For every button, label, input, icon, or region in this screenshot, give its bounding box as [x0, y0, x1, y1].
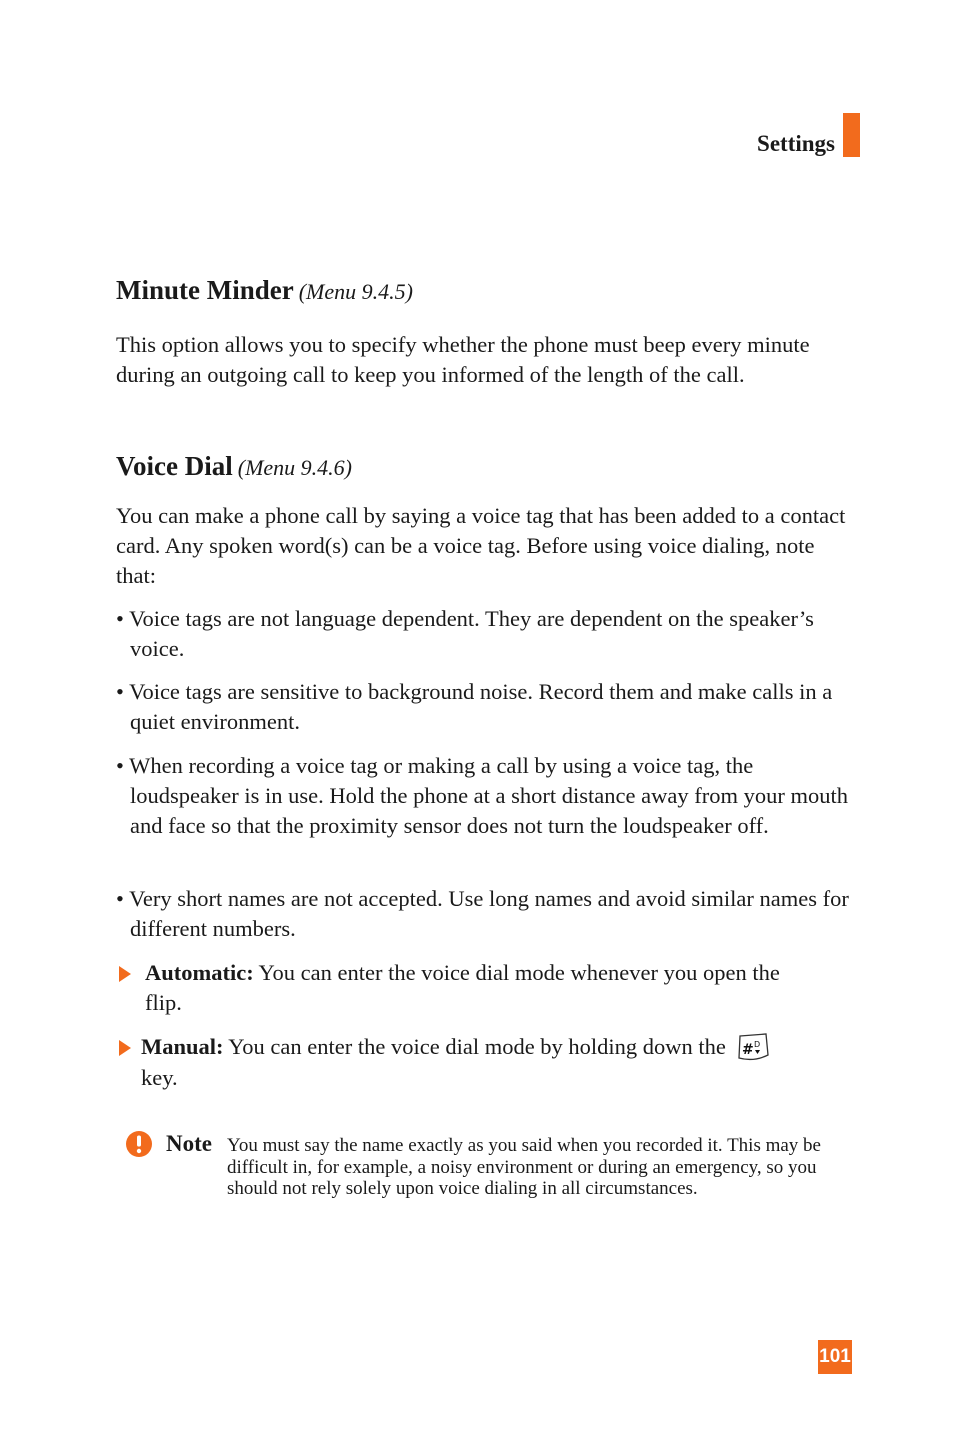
header-tab-marker	[843, 113, 860, 157]
warning-icon	[125, 1130, 153, 1158]
automatic-text-cont: flip.	[145, 990, 182, 1015]
arrow-right-icon	[118, 1039, 132, 1057]
voice-dial-bullet: • Very short names are not accepted. Use long names and avoid similar names for different numbers.	[116, 886, 849, 941]
voice-dial-bullet: • Voice tags are sensitive to background noise. Record them and make calls in a quiet environment.	[116, 679, 833, 734]
manual-text-cont: key.	[141, 1064, 178, 1090]
voice-dial-heading	[116, 451, 352, 482]
note-text: You must say the name exactly as you said when you recorded it. This may be difficult in, for example, a noisy environment or during an emergency, so you should not rely solely upon voice dialing in all circumstances.	[227, 1135, 821, 1199]
voice-dial-bullet: • When recording a voice tag or making a call by using a voice tag, the loudspeaker is in use. Hold the phone at a short distance away from your mouth and face so that the proximity sensor does not turn the loudspeaker off.	[116, 753, 848, 838]
automatic-item	[118, 958, 858, 1018]
minute-minder-body: This option allows you to specify whether the phone must beep every minute during an outgoing call to keep you informed of the length of the call.	[116, 332, 810, 387]
minute-minder-menu-ref: (Menu 9.4.5)	[298, 279, 413, 304]
voice-dial-bullet: • Voice tags are not language dependent. They are dependent on the speaker’s voice.	[116, 606, 814, 661]
svg-text:D: D	[753, 1039, 761, 1049]
manual-label: Manual:	[141, 1034, 224, 1059]
manual-text: You can enter the voice dial mode by holding down the	[223, 1034, 726, 1059]
arrow-right-icon	[118, 965, 132, 983]
note-label: Note	[166, 1131, 212, 1156]
svg-text:#: #	[741, 1041, 754, 1058]
page-number: 101	[818, 1340, 852, 1374]
minute-minder-title: Minute Minder	[116, 275, 294, 305]
automatic-text: You can enter the voice dial mode whenever you open the	[253, 960, 780, 985]
voice-dial-title: Voice Dial	[116, 451, 233, 481]
automatic-label: Automatic:	[145, 960, 254, 985]
hash-key-icon	[736, 1033, 770, 1061]
voice-dial-body: You can make a phone call by saying a voice tag that has been added to a contact card. Any spoken word(s) can be a voice tag. Before using voice dialing, note that:	[116, 503, 846, 588]
minute-minder-heading	[116, 275, 413, 306]
voice-dial-menu-ref: (Menu 9.4.6)	[237, 455, 352, 480]
manual-item	[118, 1032, 858, 1093]
header-section-label: Settings	[757, 131, 835, 156]
